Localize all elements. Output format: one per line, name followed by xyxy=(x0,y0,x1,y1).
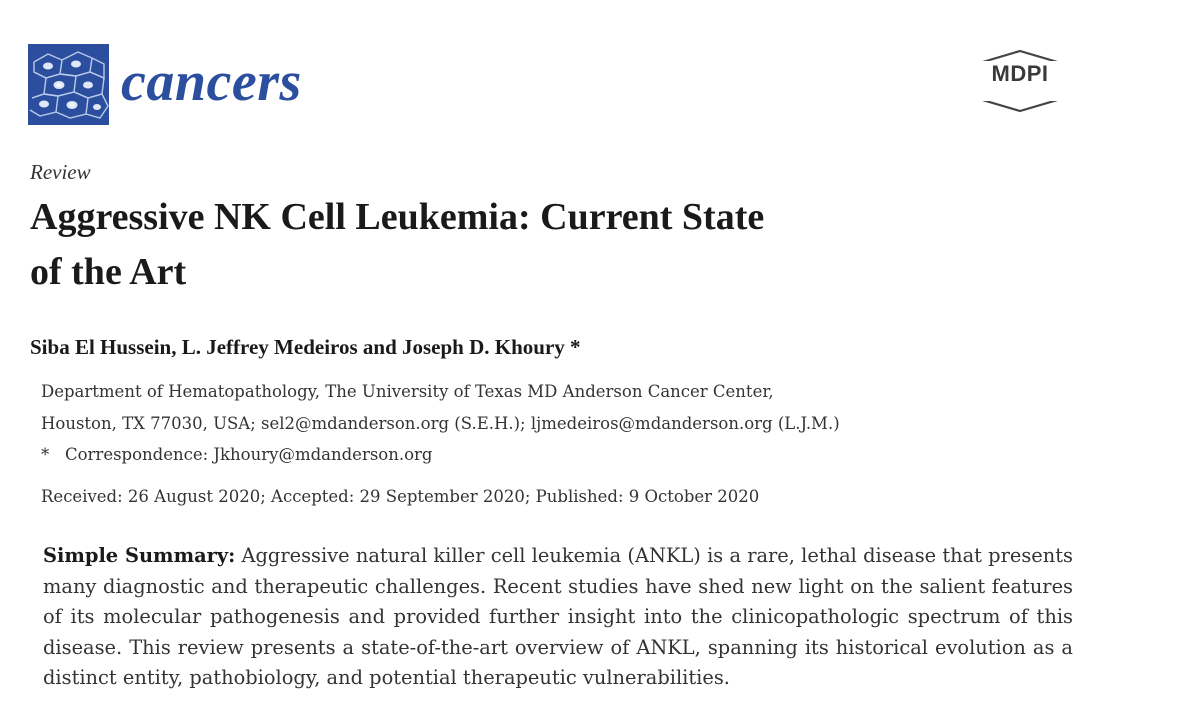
simple-summary xyxy=(43,541,1073,694)
journal-name: cancers xyxy=(121,51,302,113)
author-list: Siba El Hussein, L. Jeffrey Medeiros and Joseph D. Khoury * xyxy=(30,335,581,359)
affiliation-line-1: Department of Hematopathology, The University of Texas MD Anderson Cancer Center, xyxy=(41,382,774,401)
summary-text: Aggressive natural killer cell leukemia (ANKL) is a rare, lethal disease that presents many diagnostic and therapeutic challenges. Recent studies have shed new light on the salient features of its molecular pathogenesis and provided further insight into the clinicopathologic spectrum of this disease. This review presents a state-of-the-art overview of ANKL, spanning its historical evolution as a distinct entity, pathobiology, and potential therapeutic vulnerabilities. xyxy=(43,544,1073,689)
affiliation-line-2: Houston, TX 77030, USA; sel2@mdanderson.org (S.E.H.); ljmedeiros@mdanderson.org (L.J.M.) xyxy=(41,414,840,433)
title-line-2: of the Art xyxy=(30,251,187,293)
summary-label: Simple Summary: xyxy=(43,544,236,567)
article-type: Review xyxy=(30,160,91,184)
title-line-1: Aggressive NK Cell Leukemia: Current State xyxy=(30,196,765,238)
cells-logo-icon xyxy=(28,44,109,125)
publisher-name: MDPI xyxy=(991,61,1049,86)
publication-dates: Received: 26 August 2020; Accepted: 29 September 2020; Published: 9 October 2020 xyxy=(41,487,760,506)
correspondence: * Correspondence: Jkhoury@mdanderson.org xyxy=(41,445,433,464)
article-title xyxy=(30,190,990,300)
